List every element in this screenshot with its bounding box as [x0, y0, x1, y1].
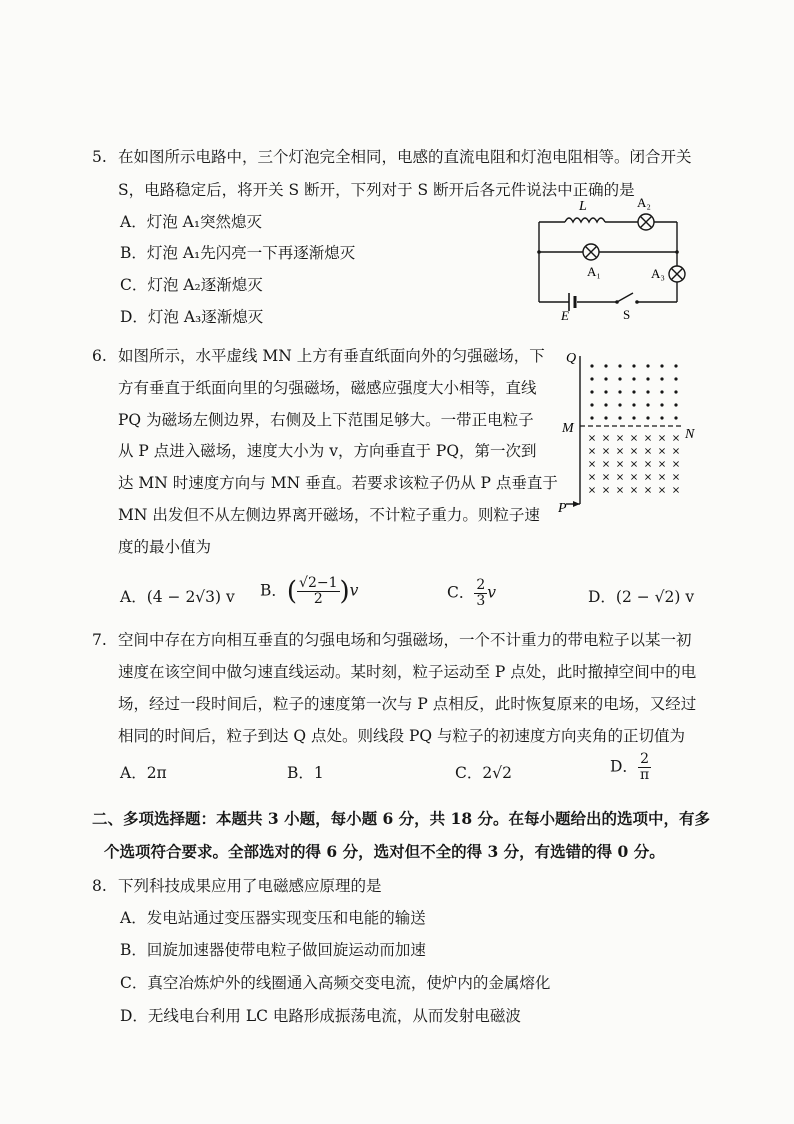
q8-number: 8.	[92, 877, 107, 895]
field-dot	[646, 416, 649, 419]
field-cross	[631, 435, 636, 440]
field-cross	[673, 448, 678, 453]
label-A1: A₁	[587, 264, 601, 279]
field-into-page-crosses	[589, 435, 678, 492]
q6-line-7: 度的最小值为	[118, 538, 212, 556]
field-dot	[618, 390, 621, 393]
q5-circuit-diagram	[525, 192, 700, 322]
field-dot	[646, 364, 649, 367]
section-2-heading-line-2: 个选项符合要求。全部选对的得 6 分，选对但不全的得 3 分，有选错的得 0 分。	[104, 842, 665, 861]
q5-option-b: B．灯泡 A₁先闪亮一下再逐渐熄灭	[120, 244, 356, 262]
field-cross	[673, 435, 678, 440]
field-dot	[590, 377, 593, 380]
field-cross	[617, 435, 622, 440]
field-cross	[631, 461, 636, 466]
field-cross	[589, 461, 594, 466]
q7-line-2: 速度在该空间中做匀速直线运动。某时刻，粒子运动至 P 点处，此时撤掉空间中的电	[118, 663, 697, 681]
field-dot	[604, 390, 607, 393]
field-dot	[618, 416, 621, 419]
field-cross	[645, 461, 650, 466]
label-A3: A₃	[651, 266, 665, 281]
field-cross	[645, 435, 650, 440]
field-dot	[674, 364, 677, 367]
field-cross	[631, 474, 636, 479]
field-dot	[674, 377, 677, 380]
field-cross	[589, 448, 594, 453]
field-cross	[589, 474, 594, 479]
field-dot	[660, 390, 663, 393]
field-dot	[632, 377, 635, 380]
q6-option-c-fraction: $\frac{2}{3}$	[476, 577, 486, 609]
field-dot	[618, 403, 621, 406]
field-cross	[603, 461, 608, 466]
q8-stem: 下列科技成果应用了电磁感应原理的是	[118, 877, 382, 895]
field-cross	[617, 461, 622, 466]
q5-option-a: A．灯泡 A₁突然熄灭	[120, 213, 263, 231]
field-dot	[590, 364, 593, 367]
field-cross	[603, 435, 608, 440]
field-dot	[660, 377, 663, 380]
q5-number: 5.	[92, 148, 107, 166]
q7-option-d: D． $\frac{2}{\pi}$	[610, 751, 650, 783]
q8-option-d: D．无线电台利用 LC 电路形成振荡电流，从而发射电磁波	[120, 1007, 521, 1025]
q7-option-a: A．2π	[120, 764, 167, 782]
q8-option-b: B．回旋加速器使带电粒子做回旋运动而加速	[120, 941, 426, 959]
q5-stem-line-1: 在如图所示电路中，三个灯泡完全相同，电感的直流电阻和灯泡电阻相等。闭合开关	[118, 148, 692, 166]
velocity-arrow	[573, 501, 580, 507]
label-S: S	[623, 307, 631, 322]
section-2-heading-line-1: 二、多项选择题：本题共 3 小题，每小题 6 分，共 18 分。在每小题给出的选项中，有多	[92, 809, 711, 828]
field-dot	[646, 403, 649, 406]
inductor-coil	[565, 218, 605, 222]
label-E: E	[561, 308, 569, 322]
field-cross	[659, 461, 664, 466]
field-cross	[673, 474, 678, 479]
label-M: M	[562, 421, 574, 436]
label-N: N	[685, 427, 695, 442]
field-dot	[674, 403, 677, 406]
field-cross	[603, 487, 608, 492]
field-dot	[618, 377, 621, 380]
q7-line-3: 场，经过一段时间后，粒子的速度第一次与 P 点相反，此时恢复原来的电场，又经过	[118, 695, 697, 713]
field-dot	[660, 364, 663, 367]
field-cross	[645, 448, 650, 453]
field-dot	[604, 377, 607, 380]
q5-option-c: C．灯泡 A₂逐渐熄灭	[120, 276, 263, 294]
q7-line-1: 空间中存在方向相互垂直的匀强电场和匀强磁场，一个不计重力的带电粒子以某一初	[118, 631, 692, 649]
field-dot	[660, 416, 663, 419]
field-cross	[673, 461, 678, 466]
field-dot	[646, 377, 649, 380]
field-cross	[603, 448, 608, 453]
q5-stem-line-2: S，电路稳定后，将开关 S 断开，下列对于 S 断开后各元件说法中正确的是	[118, 181, 635, 199]
q8-option-a: A．发电站通过变压器实现变压和电能的输送	[120, 909, 426, 927]
field-cross	[645, 474, 650, 479]
field-cross	[617, 448, 622, 453]
field-out-of-page-dots	[590, 364, 677, 419]
q6-line-4: 从 P 点进入磁场，速度大小为 v，方向垂直于 PQ，第一次到	[118, 442, 537, 460]
field-dot	[590, 403, 593, 406]
label-L: L	[579, 199, 587, 214]
field-cross	[659, 487, 664, 492]
field-dot	[646, 390, 649, 393]
field-dot	[604, 403, 607, 406]
field-dot	[590, 390, 593, 393]
q7-option-b: B．1	[287, 764, 324, 782]
field-dot	[632, 390, 635, 393]
q6-field-diagram	[558, 346, 708, 514]
field-dot	[590, 416, 593, 419]
field-dot	[632, 416, 635, 419]
label-Q: Q	[566, 351, 577, 366]
field-cross	[673, 487, 678, 492]
field-cross	[631, 448, 636, 453]
field-cross	[631, 487, 636, 492]
q6-line-2: 方有垂直于纸面向里的匀强磁场，磁感应强度大小相等，直线	[118, 379, 537, 397]
field-cross	[603, 474, 608, 479]
field-dot	[674, 390, 677, 393]
field-cross	[659, 474, 664, 479]
field-dot	[604, 364, 607, 367]
q6-line-1: 如图所示，水平虚线 MN 上方有垂直纸面向外的匀强磁场，下	[118, 347, 545, 365]
q6-line-3: PQ 为磁场左侧边界，右侧及上下范围足够大。一带正电粒子	[118, 411, 534, 429]
q7-option-c: C．2√2	[455, 764, 512, 782]
field-cross	[617, 487, 622, 492]
q6-option-b: B．( $\frac{√2-1}{2}$ )v	[260, 575, 359, 607]
q8-option-c: C．真空冶炼炉外的线圈通入高频交变电流，使炉内的金属熔化	[120, 974, 551, 992]
field-cross	[589, 487, 594, 492]
q6-line-6: MN 出发但不从左侧边界离开磁场，不计粒子重力。则粒子速	[118, 506, 540, 524]
field-dot	[632, 403, 635, 406]
q6-option-a: A．(4 − 2√3) v	[120, 588, 235, 606]
field-cross	[645, 487, 650, 492]
field-cross	[617, 474, 622, 479]
q7-option-d-fraction: $\frac{2}{\pi}$	[639, 751, 650, 783]
q6-line-5: 达 MN 时速度方向与 MN 垂直。若要求该粒子仍从 P 点垂直于	[118, 474, 558, 492]
q7-number: 7.	[92, 631, 107, 649]
label-P: P	[558, 501, 567, 514]
q6-option-b-fraction: $\frac{√2-1}{2}$	[299, 575, 338, 607]
q6-option-c: C． $\frac{2}{3}$ v	[447, 577, 497, 609]
field-dot	[660, 403, 663, 406]
label-A2: A₂	[637, 195, 651, 210]
field-dot	[674, 416, 677, 419]
q6-option-d: D．(2 − √2) v	[588, 588, 695, 606]
field-dot	[604, 416, 607, 419]
field-cross	[589, 435, 594, 440]
q5-option-d: D．灯泡 A₃逐渐熄灭	[120, 308, 264, 326]
q7-line-4: 相同的时间后，粒子到达 Q 点处。则线段 PQ 与粒子的初速度方向夹角的正切值为	[118, 727, 686, 745]
q6-number: 6.	[92, 347, 107, 365]
field-cross	[659, 435, 664, 440]
field-cross	[659, 448, 664, 453]
field-dot	[632, 364, 635, 367]
q6-option-b-label: B．	[260, 581, 287, 600]
field-dot	[618, 364, 621, 367]
